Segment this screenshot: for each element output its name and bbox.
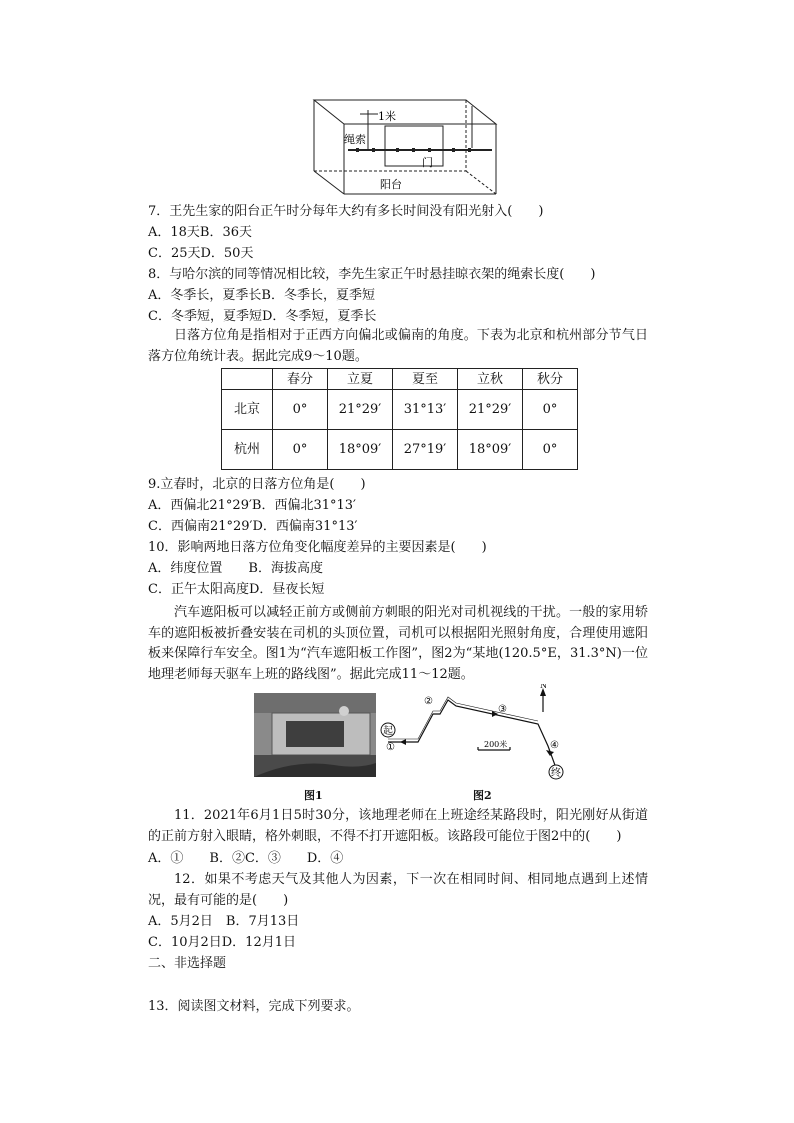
sun-visor-photo [254, 693, 376, 777]
q9-options-2: C．西偏南21°29′D．西偏南31°13′ [148, 519, 358, 534]
route-map [378, 684, 578, 784]
q11-options: A．① B．②C．③ D．④ [148, 851, 344, 866]
section-2-heading: 二、非选择题 [148, 956, 227, 971]
meter-label: 1米 [378, 110, 396, 123]
north-label: N [540, 684, 547, 690]
table-row [222, 390, 578, 430]
table-cell-city: 北京 [222, 390, 273, 430]
intro-11-12: 汽车遮阳板可以减轻正前方或侧前方刺眼的阳光对司机视线的干扰。一般的家用轿车的遮阳板被折叠安装在司机的头顶位置，司机可以根据阳光照射角度，合理使用遮阳板来保障行车安全。图1为“汽车遮阳板工作图”，图2为“某地(120.5°E，31.3°N)一位地理老师每天驱车上班的路线图”。据此完成11～12题。 [148, 605, 648, 682]
table-cell: 27°19′ [393, 430, 458, 470]
q9-stem: 9.立春时，北京的日落方位角是( ) [148, 477, 366, 492]
table-cell: 21°29′ [458, 390, 523, 430]
segment-3-label: ③ [498, 704, 507, 715]
intro-9-10: 日落方位角是指相对于正西方向偏北或偏南的角度。下表为北京和杭州部分节气日落方位角统计表。据此完成9～10题。 [148, 328, 648, 364]
rope-label: 绳索 [344, 133, 366, 146]
table-header: 立秋 [458, 369, 523, 390]
table-cell: 0° [273, 390, 328, 430]
q11-stem: 11．2021年6月1日5时30分，该地理老师在上班途经某路段时，阳光刚好从街道的正前方射入眼睛，格外刺眼，不得不打开遮阳板。该路段可能位于图2中的( ) [148, 808, 648, 844]
q8-stem: 8．与哈尔滨的同等情况相比较，李先生家正午时悬挂晾衣架的绳索长度( ) [148, 267, 596, 282]
segment-1-label: ① [386, 742, 395, 753]
q9-options-1: A．西偏北21°29′B．西偏北31°13′ [148, 498, 357, 513]
q7-options-1: A．18天B．36天 [148, 225, 253, 240]
q13-stem: 13．阅读图文材料，完成下列要求。 [148, 999, 360, 1014]
table-header: 春分 [273, 369, 328, 390]
table-cell-city: 杭州 [222, 430, 273, 470]
balcony-diagram [312, 98, 498, 196]
segment-2-label: ② [424, 696, 433, 707]
balcony-label: 阳台 [380, 178, 402, 191]
q7-options-2: C．25天D．50天 [148, 246, 254, 261]
table-cell: 0° [273, 430, 328, 470]
table-cell: 0° [523, 390, 578, 430]
sunset-azimuth-table [221, 368, 578, 470]
table-cell: 31°13′ [393, 390, 458, 430]
segment-4-label: ④ [550, 740, 559, 751]
q7-stem: 7．王先生家的阳台正午时分每年大约有多长时间没有阳光射入( ) [148, 204, 544, 219]
table-header: 夏至 [393, 369, 458, 390]
q10-stem: 10．影响两地日落方位角变化幅度差异的主要因素是( ) [148, 540, 487, 555]
q12-stem: 12．如果不考虑天气及其他人为因素，下一次在相同时间、相同地点遇到上述情况，最有可能的是( ) [148, 872, 648, 908]
q10-options-2: C．正午太阳高度D．昼夜长短 [148, 582, 325, 597]
q12-options-2: C．10月2日D．12月1日 [148, 935, 296, 950]
route-end-label: 终 [551, 768, 561, 779]
q12-options-1: A．5月2日 B．7月13日 [148, 914, 300, 929]
table-row [222, 430, 578, 470]
table-header: 秋分 [523, 369, 578, 390]
table-cell: 18°09′ [328, 430, 393, 470]
table-header: 立夏 [328, 369, 393, 390]
table-cell: 0° [523, 430, 578, 470]
scale-label: 200米 [484, 740, 508, 749]
table-header-corner [222, 369, 273, 390]
q10-options-1: A．纬度位置 B．海拔高度 [148, 561, 323, 576]
table-cell: 21°29′ [328, 390, 393, 430]
table-cell: 18°09′ [458, 430, 523, 470]
q8-options-2: C．冬季短，夏季短D．冬季短，夏季长 [148, 309, 377, 324]
figure-2-caption: 图2 [473, 789, 492, 802]
door-label: 门 [422, 156, 433, 169]
figure-1-caption: 图1 [304, 789, 323, 802]
route-start-label: 起 [383, 726, 393, 737]
q8-options-1: A．冬季长，夏季长B．冬季长，夏季短 [148, 288, 375, 303]
